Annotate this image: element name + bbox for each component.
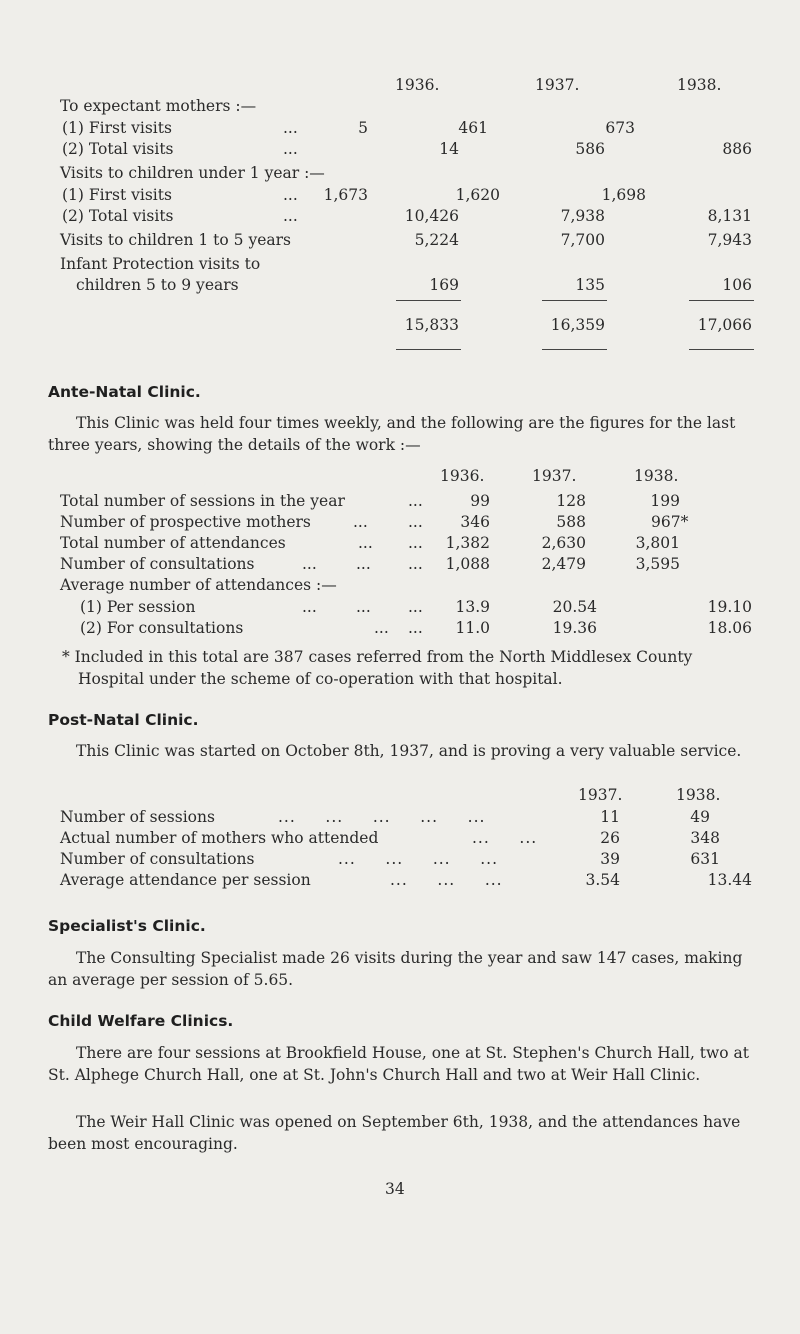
children-1to5-1938: 7,943 [707,231,752,249]
subtotal-rule-1937 [542,300,607,301]
specialist-text: The Consulting Specialist made 26 visits during the year and saw 147 cases, making an average per session of 5.65. [48,949,743,989]
children-total-1936: 10,426 [404,207,459,225]
antenatal-avg-label: (2) For consultations [80,619,244,637]
antenatal-row-label: Number of prospective mothers [60,513,311,531]
postnatal-cell: 3.54 [585,871,620,889]
children-total-label: (2) Total visits [62,207,174,225]
antenatal-cell: 1,382 [445,534,490,552]
postnatal-cell: 11 [600,808,620,826]
antenatal-cell: 128 [556,492,586,510]
postnatal-cell: 13.44 [707,871,752,889]
antenatal-heading: Ante-Natal Clinic. [48,383,201,401]
expectant-total-1936: 14 [439,140,459,158]
children-total-1937: 7,938 [560,207,605,225]
antenatal-avg-cell: 19.36 [552,619,597,637]
children-first-label: (1) First visits [62,186,172,204]
children-total-1938: 8,131 [707,207,752,225]
visits-year-1938: 1938. [677,76,722,94]
specialist-heading: Specialist's Clinic. [48,917,206,935]
children-1to5-label: Visits to children 1 to 5 years [60,231,291,249]
antenatal-cell: 3,595 [635,555,680,573]
subtotal-rule-1938 [689,300,754,301]
total-1937: 16,359 [550,316,605,334]
antenatal-cell: 99 [470,492,490,510]
children-1to5-1936: 5,224 [414,231,459,249]
child-welfare-text-2: The Weir Hall Clinic was opened on September 6th, 1938, and the attendances have been most encouraging. [48,1113,741,1153]
antenatal-cell: 346 [460,513,490,531]
antenatal-row-label: Number of consultations [60,555,255,573]
expectant-mothers-label: To expectant mothers :— [60,97,257,115]
antenatal-cell: 588 [556,513,586,531]
antenatal-row-label: Total number of sessions in the year [60,492,345,510]
antenatal-year-1936: 1936. [440,467,485,485]
antenatal-cell: 2,479 [541,555,586,573]
child-welfare-heading: Child Welfare Clinics. [48,1012,234,1030]
infant-protection-1938: 106 [722,276,752,294]
expectant-first-1936: 5 [358,119,368,137]
postnatal-heading: Post-Natal Clinic. [48,711,199,729]
child-welfare-text-1: There are four sessions at Brookfield House, one at St. Stephen's Church Hall, two at St. Alphege Church Hall, one at St. John's Church Hall and two at Weir Hall Clinic. [48,1044,750,1084]
postnatal-intro: This Clinic was started on October 8th, 1937, and is proving a very valuable service. [76,742,742,760]
antenatal-avg-cell: 13.9 [455,598,490,616]
total-1936: 15,833 [404,316,459,334]
children-under-1-label: Visits to children under 1 year :— [60,164,325,182]
postnatal-row-label: Number of sessions [60,808,215,826]
postnatal-row-label: Number of consultations [60,850,255,868]
expectant-total-1937: 586 [575,140,605,158]
antenatal-row-label: Total number of attendances [60,534,286,552]
infant-protection-label-1: Infant Protection visits to [60,255,261,273]
expectant-first-1937: 461 [458,119,488,137]
page-number: 34 [385,1180,405,1198]
postnatal-row-label: Actual number of mothers who attended [60,829,379,847]
postnatal-year-1938: 1938. [676,786,721,804]
antenatal-cell: 2,630 [541,534,586,552]
children-first-1936: 1,673 [323,186,368,204]
antenatal-cell: 3,801 [635,534,680,552]
total-1938: 17,066 [697,316,752,334]
infant-protection-label-2: children 5 to 9 years [76,276,239,294]
antenatal-average-label: Average number of attendances :— [60,576,337,594]
postnatal-row-label: Average attendance per session [60,871,311,889]
antenatal-avg-cell: 20.54 [552,598,597,616]
children-first-1937: 1,620 [455,186,500,204]
antenatal-cell: 967* [651,513,689,531]
children-first-1938: 1,698 [601,186,646,204]
expectant-total-label: (2) Total visits [62,140,174,158]
antenatal-footnote: * Included in this total are 387 cases referred from the North Middlesex County Hospital under the scheme of co-operation with that hospital. [62,648,693,688]
antenatal-intro: This Clinic was held four times weekly, and the following are the figures for the last three years, showing the details of the work :— [48,414,736,454]
antenatal-cell: 199 [650,492,680,510]
expectant-first-label: (1) First visits [62,119,172,137]
subtotal-rule-1936 [396,300,461,301]
postnatal-cell: 26 [600,829,620,847]
total-rule-1938 [689,349,754,350]
visits-year-1936: 1936. [395,76,440,94]
total-rule-1936 [396,349,461,350]
antenatal-year-1937: 1937. [532,467,577,485]
expectant-first-1938: 673 [605,119,635,137]
antenatal-cell: 1,088 [445,555,490,573]
postnatal-cell: 348 [690,829,720,847]
postnatal-cell: 39 [600,850,620,868]
expectant-total-1938: 886 [722,140,752,158]
children-1to5-1937: 7,700 [560,231,605,249]
visits-year-1937: 1937. [535,76,580,94]
antenatal-avg-label: (1) Per session [80,598,196,616]
postnatal-cell: 631 [690,850,720,868]
total-rule-1937 [542,349,607,350]
antenatal-avg-cell: 11.0 [455,619,490,637]
infant-protection-1937: 135 [575,276,605,294]
postnatal-year-1937: 1937. [578,786,623,804]
infant-protection-1936: 169 [429,276,459,294]
antenatal-year-1938: 1938. [634,467,679,485]
postnatal-cell: 49 [690,808,710,826]
antenatal-avg-cell: 18.06 [707,619,752,637]
antenatal-avg-cell: 19.10 [707,598,752,616]
